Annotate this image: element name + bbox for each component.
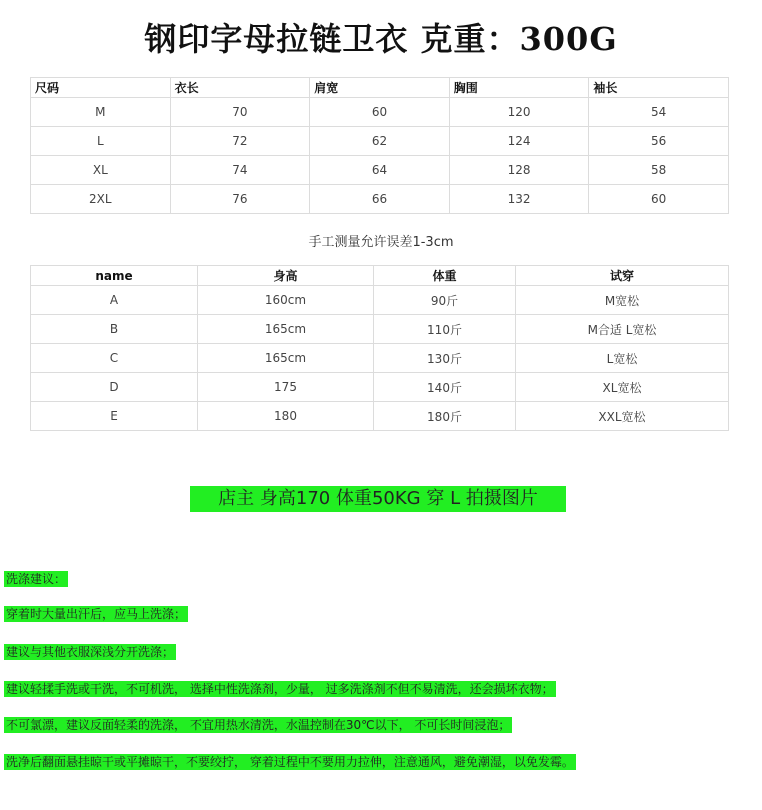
size-header-cell: 胸围 [449, 78, 589, 98]
table-cell: E [31, 402, 198, 431]
table-cell: 120 [449, 98, 589, 127]
table-row [31, 344, 729, 373]
table-cell: 60 [589, 185, 729, 214]
table-cell: B [31, 315, 198, 344]
table-row [31, 373, 729, 402]
page-title [0, 14, 762, 60]
table-row [31, 156, 729, 185]
table-cell: C [31, 344, 198, 373]
table-cell: 132 [449, 185, 589, 214]
table-cell: L宽松 [516, 344, 729, 373]
table-cell: D [31, 373, 198, 402]
fit-header-row [31, 266, 729, 286]
fit-header-cell: 体重 [374, 266, 516, 286]
table-cell: 56 [589, 127, 729, 156]
table-row [31, 286, 729, 315]
table-cell: M [31, 98, 171, 127]
table-cell: 54 [589, 98, 729, 127]
table-cell: 60 [310, 98, 450, 127]
table-cell: XXL宽松 [516, 402, 729, 431]
table-cell: 160cm [198, 286, 374, 315]
fit-header-cell: name [31, 266, 198, 286]
table-cell: M合适 L宽松 [516, 315, 729, 344]
table-cell: 62 [310, 127, 450, 156]
care-line: 穿着时大量出汗后，应马上洗涤； [6, 607, 187, 621]
care-line: 建议轻揉手洗或干洗，不可机洗， 选择中性洗涤剂，少量， 过多洗涤剂不但不易清洗，还会损坏衣物； [6, 682, 554, 696]
table-cell: 110斤 [374, 315, 516, 344]
table-cell: 165cm [198, 315, 374, 344]
table-cell: 180斤 [374, 402, 516, 431]
table-cell: 64 [310, 156, 450, 185]
model-info-banner: 店主 身高170 体重50KG 穿 L 拍摄图片 [190, 486, 566, 512]
table-cell: A [31, 286, 198, 315]
care-line: 不可氯漂，建议反面轻柔的洗涤， 不宜用热水清洗，水温控制在30℃以下， 不可长时间浸泡； [6, 718, 511, 732]
care-heading: 洗涤建议： [6, 572, 67, 586]
table-cell: 72 [170, 127, 310, 156]
fit-reference-table [30, 265, 729, 431]
size-chart-table [30, 77, 729, 214]
table-cell: L [31, 127, 171, 156]
table-cell: 124 [449, 127, 589, 156]
title-weight: 300G [519, 20, 618, 58]
fit-header-cell: 试穿 [516, 266, 729, 286]
size-header-cell: 尺码 [31, 78, 171, 98]
table-cell: 76 [170, 185, 310, 214]
care-line: 建议与其他衣服深浅分开洗涤； [6, 645, 175, 659]
measurement-note: 手工测量允许误差1-3cm [308, 235, 454, 250]
table-cell: 165cm [198, 344, 374, 373]
table-row [31, 402, 729, 431]
table-cell: 2XL [31, 185, 171, 214]
table-cell: 180 [198, 402, 374, 431]
size-header-cell: 袖长 [589, 78, 729, 98]
table-cell: 90斤 [374, 286, 516, 315]
table-cell: XL [31, 156, 171, 185]
table-cell: 130斤 [374, 344, 516, 373]
table-cell: 70 [170, 98, 310, 127]
table-cell: 74 [170, 156, 310, 185]
table-cell: 58 [589, 156, 729, 185]
table-cell: 128 [449, 156, 589, 185]
table-row [31, 127, 729, 156]
fit-header-cell: 身高 [198, 266, 374, 286]
table-row [31, 185, 729, 214]
table-cell: 175 [198, 373, 374, 402]
table-row [31, 98, 729, 127]
table-cell: 140斤 [374, 373, 516, 402]
size-chart-header-row [31, 78, 729, 98]
table-cell: M宽松 [516, 286, 729, 315]
table-cell: 66 [310, 185, 450, 214]
table-cell: XL宽松 [516, 373, 729, 402]
size-header-cell: 肩宽 [310, 78, 450, 98]
size-header-cell: 衣长 [170, 78, 310, 98]
care-line: 洗净后翻面悬挂晾干或平摊晾干，不要绞拧， 穿着过程中不要用力拉伸，注意通风，避免潮湿，以免发霉。 [6, 755, 574, 769]
title-text: 钢印字母拉链卫衣 克重： [144, 20, 520, 58]
table-row [31, 315, 729, 344]
